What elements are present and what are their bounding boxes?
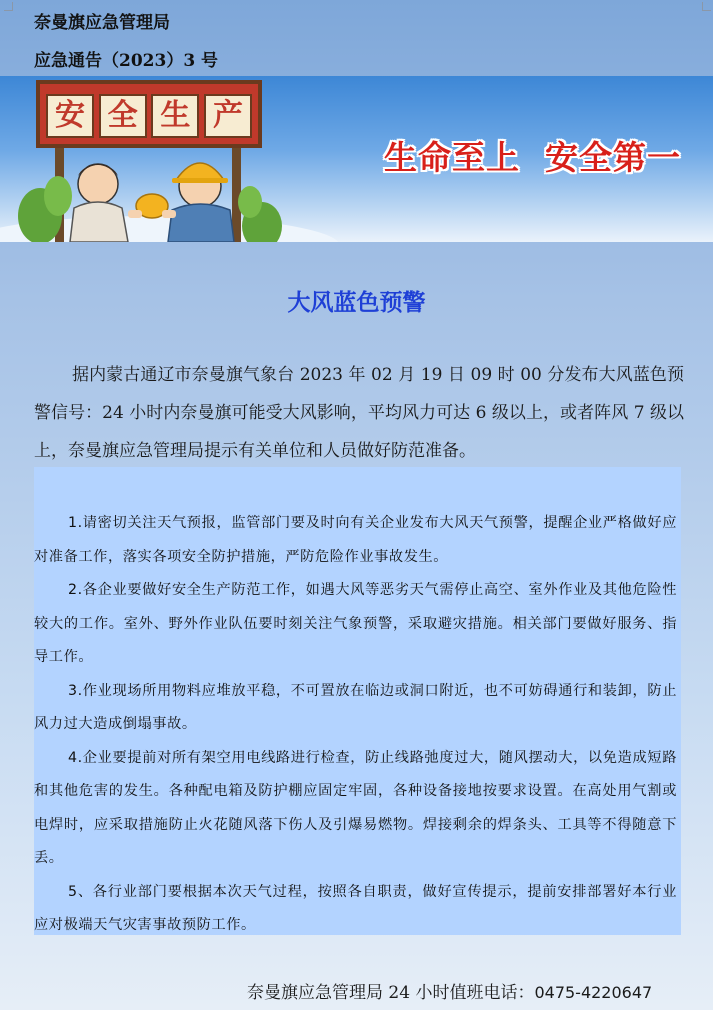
sign-char: 生 [151, 94, 199, 138]
notice-item: 1.请密切关注天气预报，监管部门要及时向有关企业发布大风天气预警，提醒企业严格做好应对准备工作，落实各项安全防护措施，严防危险作业事故发生。 [34, 515, 677, 565]
banner-slogan: 生命至上 安全第一 [384, 138, 681, 177]
notice-box [34, 467, 681, 935]
safety-sign [46, 94, 252, 138]
duty-phone-number: 0475-4220647 [534, 983, 653, 1002]
safety-banner [0, 76, 713, 242]
page-corner-mark [702, 2, 711, 11]
document-title: 大风蓝色预警 [287, 289, 426, 316]
sign-char: 安 [46, 94, 94, 138]
footer-label: 奈曼旗应急管理局 24 小时值班电话： [247, 983, 535, 1003]
notice-number: 应急通告（2023）3 号 [34, 51, 219, 71]
duty-phone-footer [247, 978, 652, 1003]
notice-items [34, 507, 677, 943]
sign-char: 全 [99, 94, 147, 138]
organization-name: 奈曼旗应急管理局 [34, 13, 170, 33]
notice-item: 3.作业现场所用物料应堆放平稳，不可置放在临边或洞口附近，也不可妨碍通行和装卸，防止风力过大造成倒塌事故。 [34, 682, 677, 732]
page-corner-mark [4, 2, 13, 11]
notice-item: 2.各企业要做好安全生产防范工作，如遇大风等恶劣天气需停止高空、室外作业及其他危险性较大的工作。室外、野外作业队伍要时刻关注气象预警，采取避灾措施。相关部门要做好服务、指导工作。 [34, 582, 677, 665]
notice-item: 4.企业要提前对所有架空用电线路进行检查，防止线路弛度过大，随风摆动大，以免造成短路和其他危害的发生。各种配电箱及防护棚应固定牢固，各种设备接地按要求设置。在高处用气割或电焊时，应采取措施防止火花随风落下伤人及引爆易燃物。焊接剩余的焊条头、工具等不得随意下丢。 [34, 749, 677, 866]
intro-paragraph: 据内蒙古通辽市奈曼旗气象台 2023 年 02 月 19 日 09 时 00 分发布大风蓝色预警信号：24 小时内奈曼旗可能受大风影响，平均风力可达 6 级以上，或者阵风 7 级以上，奈曼旗应急管理局提示有关单位和人员做好防范准备。 [34, 365, 684, 461]
sign-char: 产 [204, 94, 252, 138]
notice-item: 5、各行业部门要根据本次天气过程，按照各自职责，做好宣传提示，提前安排部署好本行业应对极端天气灾害事故预防工作。 [34, 883, 677, 933]
